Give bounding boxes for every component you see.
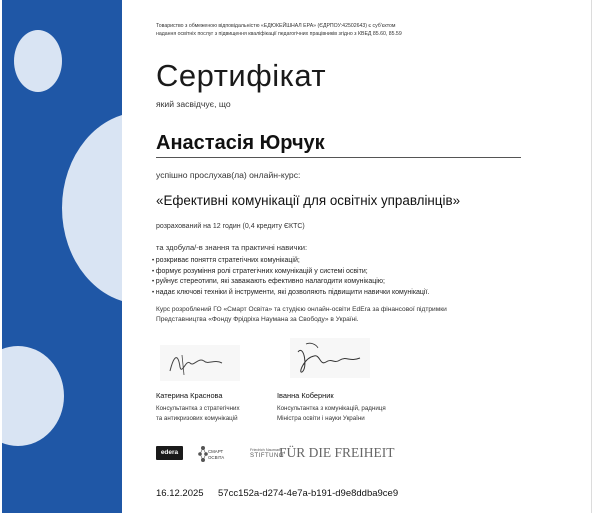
certificate-title: Сертифікат xyxy=(156,58,327,93)
developers-line: Представництва «Фонду Фрідріха Наумана за Свободу» в Україні. xyxy=(156,316,359,323)
developers-line: Курс розроблений ГО «Смарт Освіта» та студією онлайн-освіти EdEra за фінансової підтримки xyxy=(156,306,447,313)
signer-name: Іванна Коберник xyxy=(277,391,334,400)
skill-item: • формує розуміння ролі стратегічних комунікацій у системі освіти; xyxy=(152,267,429,278)
signer-role xyxy=(156,404,286,423)
recipient-name: Анастасія Юрчук xyxy=(156,132,325,154)
smart-osvita-text xyxy=(208,449,224,460)
legal-notice xyxy=(156,22,576,38)
signature-image xyxy=(290,338,370,378)
name-underline xyxy=(156,157,521,158)
signer-name: Катерина Краснова xyxy=(156,391,223,400)
naumann-stiftung: STIFTUNG xyxy=(250,453,284,459)
naumann-freiheit: FÜR DIE FREIHEIT xyxy=(279,445,395,460)
legal-line: Товариство з обмеженою відповідальністю «ЕДЮКЕЙШНАЛ ЕРА» (ЄДРПОУ:42502643) є суб'єктом xyxy=(156,23,396,29)
decorative-circle xyxy=(62,112,122,304)
signer-role-line: Консультантка з стратегічних xyxy=(156,405,240,412)
logo-text: ОСВІТА xyxy=(208,454,225,460)
page-edge xyxy=(591,0,592,513)
signer-role-line: Міністра освіти і науки України xyxy=(277,414,365,422)
course-hours: розрахований на 12 годин (0,4 кредиту ЄКТС) xyxy=(156,223,305,230)
decorative-sidebar xyxy=(2,0,122,513)
signer-role-line: Консультантка з комунікацій, радниця xyxy=(277,405,386,412)
certificate-subtitle: який засвідчує, що xyxy=(156,99,231,109)
skill-item: • руйнує стереотипи, які заважають ефективно налагодити комунікацію; xyxy=(152,277,429,288)
skill-item: • розкриває поняття стратегічних комунікацій; xyxy=(152,256,429,267)
course-developers xyxy=(156,305,556,325)
legal-line: надання освітніх послуг з підвищення кваліфікації педагогічних працівників згідно з КВЕД 85.60, 85.59 xyxy=(156,31,402,37)
certificate-code: 57cc152a-d274-4e7a-b191-d9e8ddba9ce9 xyxy=(218,488,399,499)
signer-role-line: та антикризових комунікацій xyxy=(156,414,238,422)
edera-logo: edera xyxy=(156,446,183,460)
decorative-circle xyxy=(14,30,62,92)
naumann-logo-small: Friedrich Naumann xyxy=(250,448,283,452)
completed-text: успішно прослухав(ла) онлайн-курс: xyxy=(156,170,301,180)
signer-role xyxy=(277,404,427,423)
signature-image xyxy=(160,345,240,381)
logo-text: СМАРТ xyxy=(208,449,224,454)
skills-list xyxy=(152,256,429,298)
decorative-circle xyxy=(2,346,64,446)
course-title: «Ефективні комунікації для освітніх управлінців» xyxy=(156,193,461,208)
skill-item: • надає ключові техніки й інструменти, які дозволяють підвищити навички комунікації. xyxy=(152,288,429,299)
issue-date: 16.12.2025 xyxy=(156,488,204,499)
skills-intro: та здобула/-в знання та практичні навички: xyxy=(156,243,308,252)
